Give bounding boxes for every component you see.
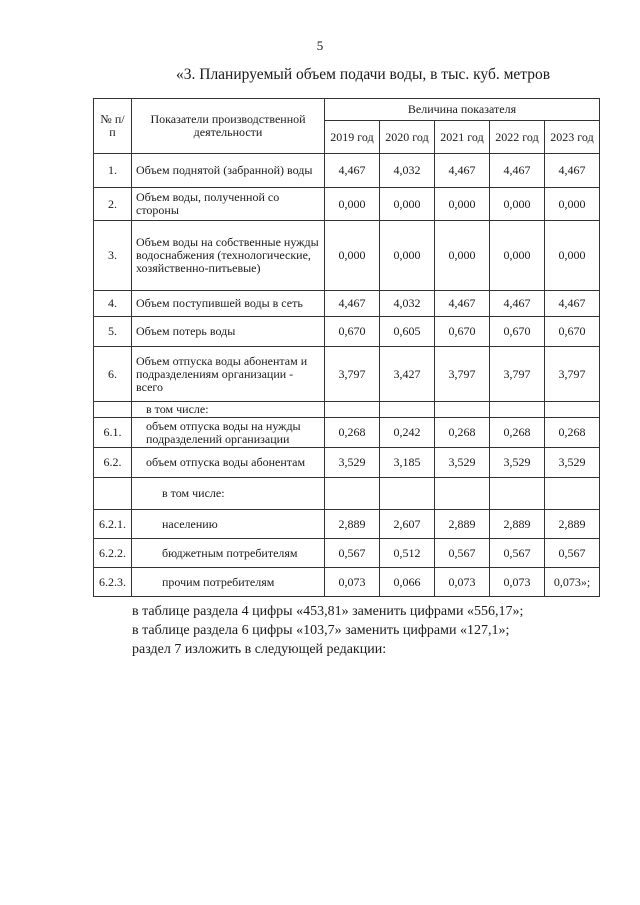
- row-value: 0,512: [380, 539, 435, 568]
- row-value: [325, 402, 380, 418]
- row-value: [435, 478, 490, 510]
- row-value: [380, 478, 435, 510]
- table-row: [94, 478, 600, 510]
- row-number: 6.2.: [94, 448, 132, 478]
- row-value: 2,607: [380, 510, 435, 539]
- row-value: 0,567: [490, 539, 545, 568]
- row-value: [545, 402, 600, 418]
- row-number: 6.: [94, 347, 132, 402]
- row-value: 4,032: [380, 154, 435, 188]
- water-supply-table: [93, 98, 600, 597]
- row-value: 4,467: [490, 154, 545, 188]
- amendment-line: раздел 7 изложить в следующей редакции:: [132, 642, 387, 657]
- amendment-text: [132, 602, 523, 659]
- row-number: 6.2.1.: [94, 510, 132, 539]
- row-value: 0,073: [325, 568, 380, 597]
- row-value: 0,073: [490, 568, 545, 597]
- row-value: [490, 478, 545, 510]
- row-value: 4,467: [545, 291, 600, 317]
- header-year: 2021 год: [435, 121, 490, 154]
- header-year: 2020 год: [380, 121, 435, 154]
- header-year: 2022 год: [490, 121, 545, 154]
- row-indicator: Объем воды на собственные нужды водоснабжения (технологические, хозяйственно-питьевые): [132, 221, 325, 291]
- row-indicator: Объем отпуска воды абонентам и подразделениям организации - всего: [132, 347, 325, 402]
- table-body: [94, 99, 600, 597]
- table-row: [94, 154, 600, 188]
- row-value: 0,000: [490, 188, 545, 221]
- row-value: [545, 478, 600, 510]
- table-row: [94, 568, 600, 597]
- table-row: [94, 291, 600, 317]
- row-indicator: Объем воды, полученной со стороны: [132, 188, 325, 221]
- row-value: 0,670: [435, 317, 490, 347]
- row-value: 0,000: [435, 188, 490, 221]
- row-value: 0,000: [490, 221, 545, 291]
- row-indicator: прочим потребителям: [132, 568, 325, 597]
- table-header-row: [94, 99, 600, 121]
- row-value: 0,268: [435, 418, 490, 448]
- row-value: 3,529: [325, 448, 380, 478]
- header-value-group: Величина показателя: [325, 99, 600, 121]
- table-row: [94, 448, 600, 478]
- row-indicator: в том числе:: [132, 478, 325, 510]
- row-number: [94, 478, 132, 510]
- row-value: 4,467: [435, 291, 490, 317]
- row-value: 3,427: [380, 347, 435, 402]
- row-indicator: Объем поднятой (забранной) воды: [132, 154, 325, 188]
- row-value: 3,529: [545, 448, 600, 478]
- row-value: 3,797: [435, 347, 490, 402]
- row-number: 6.2.2.: [94, 539, 132, 568]
- row-value: 0,000: [545, 221, 600, 291]
- row-value: 0,073»;: [545, 568, 600, 597]
- row-indicator: объем отпуска воды абонентам: [132, 448, 325, 478]
- row-value: 0,000: [380, 188, 435, 221]
- row-value: [435, 402, 490, 418]
- row-value: 4,467: [325, 154, 380, 188]
- row-value: 4,467: [435, 154, 490, 188]
- row-indicator: Объем поступившей воды в сеть: [132, 291, 325, 317]
- row-indicator: населению: [132, 510, 325, 539]
- row-indicator: бюджетным потребителям: [132, 539, 325, 568]
- row-value: 0,000: [435, 221, 490, 291]
- row-indicator: в том числе:: [132, 402, 325, 418]
- row-value: 0,000: [380, 221, 435, 291]
- section-heading: «3. Планируемый объем подачи воды, в тыс. куб. метров: [176, 66, 551, 83]
- row-number: [94, 402, 132, 418]
- row-value: [325, 478, 380, 510]
- row-value: 2,889: [545, 510, 600, 539]
- row-value: 0,000: [325, 221, 380, 291]
- row-number: 6.1.: [94, 418, 132, 448]
- row-value: 4,467: [545, 154, 600, 188]
- row-value: 0,073: [435, 568, 490, 597]
- row-number: 4.: [94, 291, 132, 317]
- row-value: 0,567: [325, 539, 380, 568]
- row-value: [490, 402, 545, 418]
- table-row: [94, 402, 600, 418]
- row-value: 0,000: [325, 188, 380, 221]
- row-value: 0,605: [380, 317, 435, 347]
- header-num: № п/п: [94, 99, 132, 154]
- table-row: [94, 188, 600, 221]
- table-row: [94, 317, 600, 347]
- row-number: 3.: [94, 221, 132, 291]
- amendment-line: в таблице раздела 6 цифры «103,7» заменить цифрами «127,1»;: [132, 623, 510, 638]
- row-value: 3,797: [545, 347, 600, 402]
- row-value: 0,670: [325, 317, 380, 347]
- row-value: 0,268: [545, 418, 600, 448]
- table-row: [94, 347, 600, 402]
- row-value: 0,567: [435, 539, 490, 568]
- row-number: 2.: [94, 188, 132, 221]
- row-value: [380, 402, 435, 418]
- amendment-line: в таблице раздела 4 цифры «453,81» заменить цифрами «556,17»;: [132, 604, 524, 619]
- row-number: 1.: [94, 154, 132, 188]
- row-value: 0,268: [490, 418, 545, 448]
- row-value: 3,529: [490, 448, 545, 478]
- row-value: 4,032: [380, 291, 435, 317]
- header-indicator: Показатели производственной деятельности: [132, 99, 325, 154]
- header-year: 2019 год: [325, 121, 380, 154]
- row-number: 5.: [94, 317, 132, 347]
- row-indicator: объем отпуска воды на нужды подразделений организации: [132, 418, 325, 448]
- row-value: 0,567: [545, 539, 600, 568]
- row-value: 3,797: [490, 347, 545, 402]
- row-value: 4,467: [490, 291, 545, 317]
- row-value: 3,529: [435, 448, 490, 478]
- row-value: 0,268: [325, 418, 380, 448]
- table-row: [94, 510, 600, 539]
- table-row: [94, 539, 600, 568]
- table-row: [94, 418, 600, 448]
- table-row: [94, 221, 600, 291]
- row-indicator: Объем потерь воды: [132, 317, 325, 347]
- row-value: 2,889: [435, 510, 490, 539]
- row-value: 0,670: [490, 317, 545, 347]
- row-value: 2,889: [490, 510, 545, 539]
- row-value: 3,185: [380, 448, 435, 478]
- row-value: 0,670: [545, 317, 600, 347]
- row-value: 3,797: [325, 347, 380, 402]
- row-value: 0,242: [380, 418, 435, 448]
- row-value: 4,467: [325, 291, 380, 317]
- row-value: 0,066: [380, 568, 435, 597]
- row-value: 0,000: [545, 188, 600, 221]
- row-value: 2,889: [325, 510, 380, 539]
- page-number: 5: [316, 38, 324, 53]
- row-number: 6.2.3.: [94, 568, 132, 597]
- header-year: 2023 год: [545, 121, 600, 154]
